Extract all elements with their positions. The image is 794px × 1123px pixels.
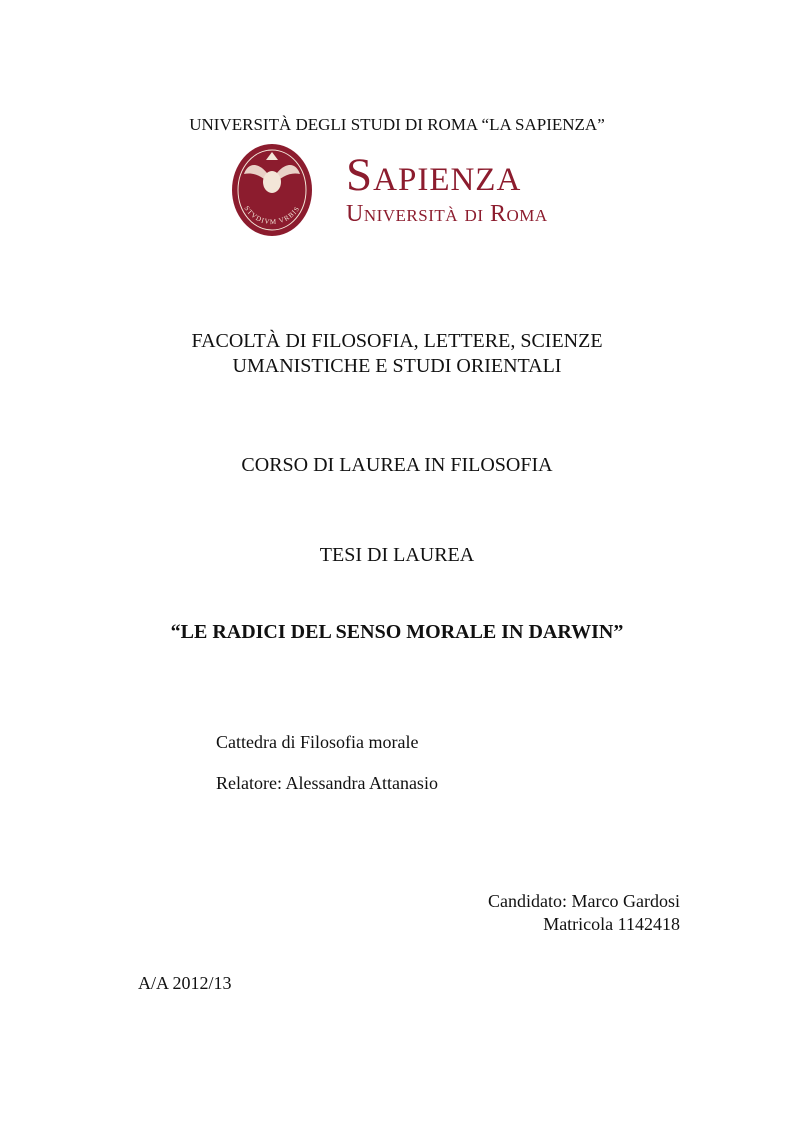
- supervisor-text: Relatore: Alessandra Attanasio: [216, 773, 438, 793]
- faculty-line-1: FACOLTÀ DI FILOSOFIA, LETTERE, SCIENZE: [191, 330, 603, 352]
- course-name: CORSO DI LAUREA IN FILOSOFIA: [241, 454, 553, 476]
- sapienza-seal-logo: [230, 140, 314, 238]
- thesis-title: “LE RADICI DEL SENSO MORALE IN DARWIN”: [170, 621, 624, 643]
- logo-main-text: Sapienza: [346, 149, 522, 201]
- chair-text: Cattedra di Filosofia morale: [216, 732, 419, 752]
- logo-sub-text: Università di Roma: [346, 201, 548, 227]
- faculty-line-2: UMANISTICHE E STUDI ORIENTALI: [232, 355, 562, 377]
- university-name: UNIVERSITÀ DEGLI STUDI DI ROMA “LA SAPIENZA”: [189, 115, 605, 134]
- sapienza-wordmark: [346, 150, 548, 226]
- student-id-text: Matricola 1142418: [543, 914, 680, 934]
- academic-year: A/A 2012/13: [138, 973, 232, 993]
- seal-text: STVDIVM VRBIS: [242, 204, 302, 227]
- candidate-text: Candidato: Marco Gardosi: [488, 891, 680, 911]
- thesis-label: TESI DI LAUREA: [319, 544, 475, 566]
